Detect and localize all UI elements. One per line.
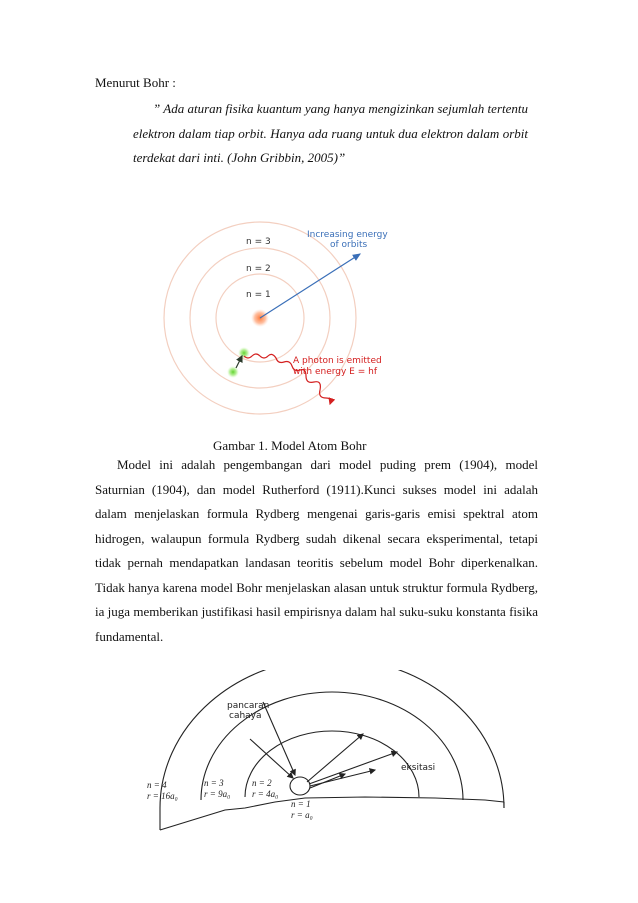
label-n4: n = 4	[147, 780, 167, 790]
label-pancaran: pancaran	[227, 701, 270, 711]
energy-arrow-label-2: of orbits	[330, 240, 368, 250]
label-r3: r = 9a₀	[204, 789, 231, 799]
electron-outer	[238, 347, 250, 359]
bohr-model-figure	[160, 210, 410, 415]
excitation-arrow-4	[310, 774, 345, 788]
level-n2-label: n = 2	[246, 264, 271, 274]
energy-arrow	[260, 254, 360, 318]
energy-level-figure	[135, 670, 555, 835]
energy-arrow-label: Increasing energy	[307, 230, 388, 240]
label-r1: r = a₀	[291, 810, 313, 820]
label-cahaya: cahaya	[229, 711, 262, 721]
quote-text: ” Ada aturan fisika kuantum yang hanya mengizinkan sejumlah tertentu elektron dalam tiap orbit. Hanya ada ruang untuk dua elektron dalam orbit terdekat dari inti. (John Gribbin, 2005)”	[133, 101, 528, 165]
label-eksitasi: eksitasi	[401, 763, 436, 773]
electron-inner	[227, 366, 239, 378]
label-n2: n = 2	[252, 778, 272, 788]
label-n3: n = 3	[204, 778, 224, 788]
nucleus-shell	[290, 777, 310, 795]
level-n3-label: n = 3	[246, 237, 271, 247]
bohr-quote	[133, 97, 528, 171]
label-r2: r = 4a₀	[252, 789, 279, 799]
paragraph-text: Model ini adalah pengembangan dari model puding prem (1904), model Saturnian (1904), dan model Rutherford (1911).Kunci sukses model ini adalah dalam menjelaskan formula Rydberg mengenai garis-garis emisi spektral atom hidrogen, walaupun formula Rydberg sudah dikenal secara eksperimental, tetapi tidak pernah mendapatkan landasan teoritis sebelum model Bohr diperkenalkan. Tidak hanya karena model Bohr menjelaskan alasan untuk struktur formula Rydberg, ia juga memberikan justifikasi hasil empirisnya dalam hal suku-suku konstanta fisika fundamental.	[95, 457, 538, 644]
emission-arrow-2	[250, 739, 293, 778]
figure-1-caption: Gambar 1. Model Atom Bohr	[213, 438, 367, 453]
ground-line	[160, 797, 504, 830]
transition-arrow	[236, 356, 242, 368]
label-n1: n = 1	[291, 799, 311, 809]
excitation-arrow-2	[309, 752, 397, 784]
level-n1-label: n = 1	[246, 290, 271, 300]
photon-label: A photon is emitted	[293, 356, 382, 366]
label-r4: r = 16a₀	[147, 791, 178, 801]
heading-menurut-bohr: Menurut Bohr :	[95, 75, 176, 90]
body-paragraph	[95, 453, 538, 649]
photon-label-2: with energy E = hf	[293, 367, 377, 377]
